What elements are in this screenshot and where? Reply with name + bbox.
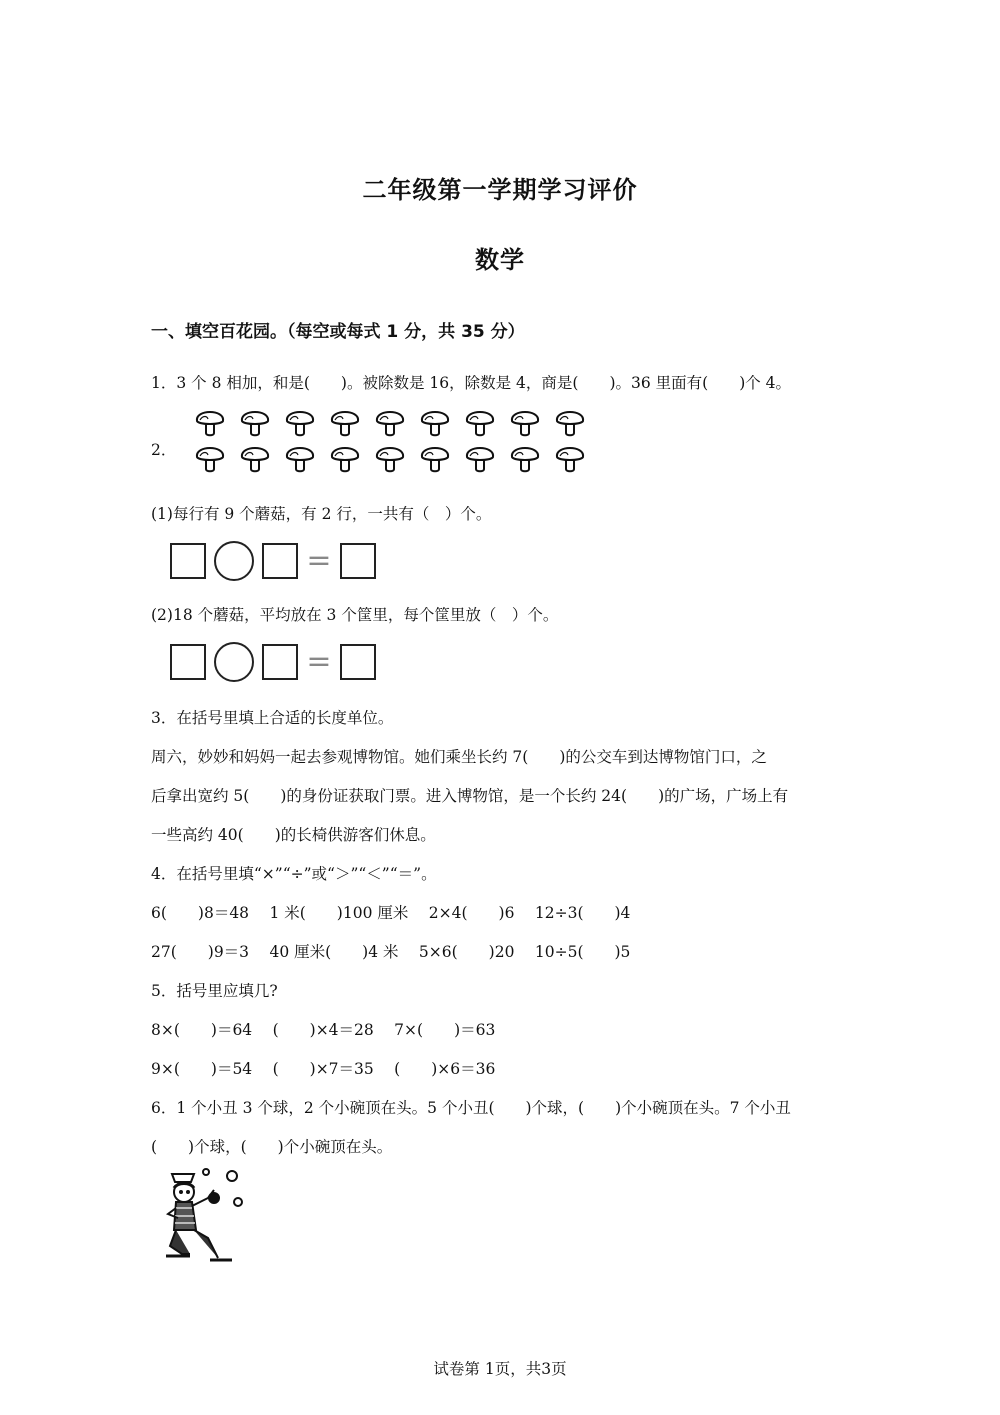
mushroom-icon: [287, 412, 313, 435]
mushroom-icon: [422, 448, 448, 471]
mushroom-icon: [197, 412, 223, 435]
mushroom-icon: [242, 448, 268, 471]
mushroom-icon: [332, 412, 358, 435]
mushroom-icon: [467, 448, 493, 471]
question-2-2: (2)18 个蘑菇，平均放在 3 个筐里，每个筐里放（ ）个。: [151, 606, 559, 624]
mushroom-icon: [557, 412, 583, 435]
answer-box[interactable]: [262, 543, 298, 579]
mushroom-icon: [377, 448, 403, 471]
question-3-line: 周六，妙妙和妈妈一起去参观博物馆。她们乘坐长约 7( )的公交车到达博物馆门口，之: [151, 748, 767, 766]
mushroom-icon: [197, 448, 223, 471]
mushroom-icon: [422, 412, 448, 435]
equals-sign: =: [306, 543, 332, 578]
section-heading: 一、填空百花园。（每空或每式 1 分，共 35 分）: [151, 322, 525, 342]
question-6-line: 6．1 个小丑 3 个球，2 个小碗顶在头。5 个小丑( )个球，( )个小碗顶在头。7 个小丑: [151, 1099, 791, 1117]
question-5-title: 5．括号里应填几?: [151, 982, 278, 1000]
question-5-line: 9×( )＝54 ( )×7＝35 ( )×6＝36: [151, 1060, 496, 1078]
clown-illustration: [160, 1168, 244, 1270]
answer-box[interactable]: [340, 644, 376, 680]
answer-box[interactable]: [262, 644, 298, 680]
question-3-line: 后拿出宽约 5( )的身份证获取门票。进入博物馆，是一个长约 24( )的广场，广场上有: [151, 787, 789, 805]
question-4-title: 4．在括号里填“×”“÷”或“＞”“＜”“＝”。: [151, 865, 437, 883]
page-title: 二年级第一学期学习评价: [362, 176, 638, 204]
mushroom-grid: [195, 405, 595, 475]
question-4-line: 27( )9＝3 40 厘米( )4 米 5×6( )20 10÷5( )5: [151, 943, 631, 961]
mushroom-icon: [512, 412, 538, 435]
mushroom-row-1: [197, 412, 583, 435]
page-footer: 试卷第 1页，共3页: [433, 1360, 567, 1378]
question-2-1: (1)每行有 9 个蘑菇，有 2 行，一共有（ ）个。: [151, 505, 492, 523]
mushroom-icon: [242, 412, 268, 435]
mushroom-row-2: [197, 448, 583, 471]
question-4-line: 6( )8＝48 1 米( )100 厘米 2×4( )6 12÷3( )4: [151, 904, 631, 922]
mushroom-icon: [467, 412, 493, 435]
mushroom-icon: [557, 448, 583, 471]
question-3-line: 一些高约 40( )的长椅供游客们休息。: [151, 826, 436, 844]
question-1: 1．3 个 8 相加，和是( )。被除数是 16，除数是 4，商是( )。36 里面有( )个 4。: [151, 374, 792, 392]
equation-row-2: [170, 642, 376, 682]
question-6-line: ( )个球，( )个小碗顶在头。: [151, 1138, 393, 1156]
equation-row-1: [170, 541, 376, 581]
mushroom-icon: [377, 412, 403, 435]
mushroom-icon: [512, 448, 538, 471]
answer-box[interactable]: [340, 543, 376, 579]
page-subtitle: 数学: [475, 246, 525, 274]
question-5-line: 8×( )＝64 ( )×4＝28 7×( )＝63: [151, 1021, 496, 1039]
operator-circle[interactable]: [214, 642, 254, 682]
question-2-label: 2．: [151, 441, 177, 459]
answer-box[interactable]: [170, 644, 206, 680]
operator-circle[interactable]: [214, 541, 254, 581]
answer-box[interactable]: [170, 543, 206, 579]
question-3-title: 3．在括号里填上合适的长度单位。: [151, 709, 394, 727]
mushroom-icon: [332, 448, 358, 471]
equals-sign: =: [306, 644, 332, 679]
mushroom-icon: [287, 448, 313, 471]
